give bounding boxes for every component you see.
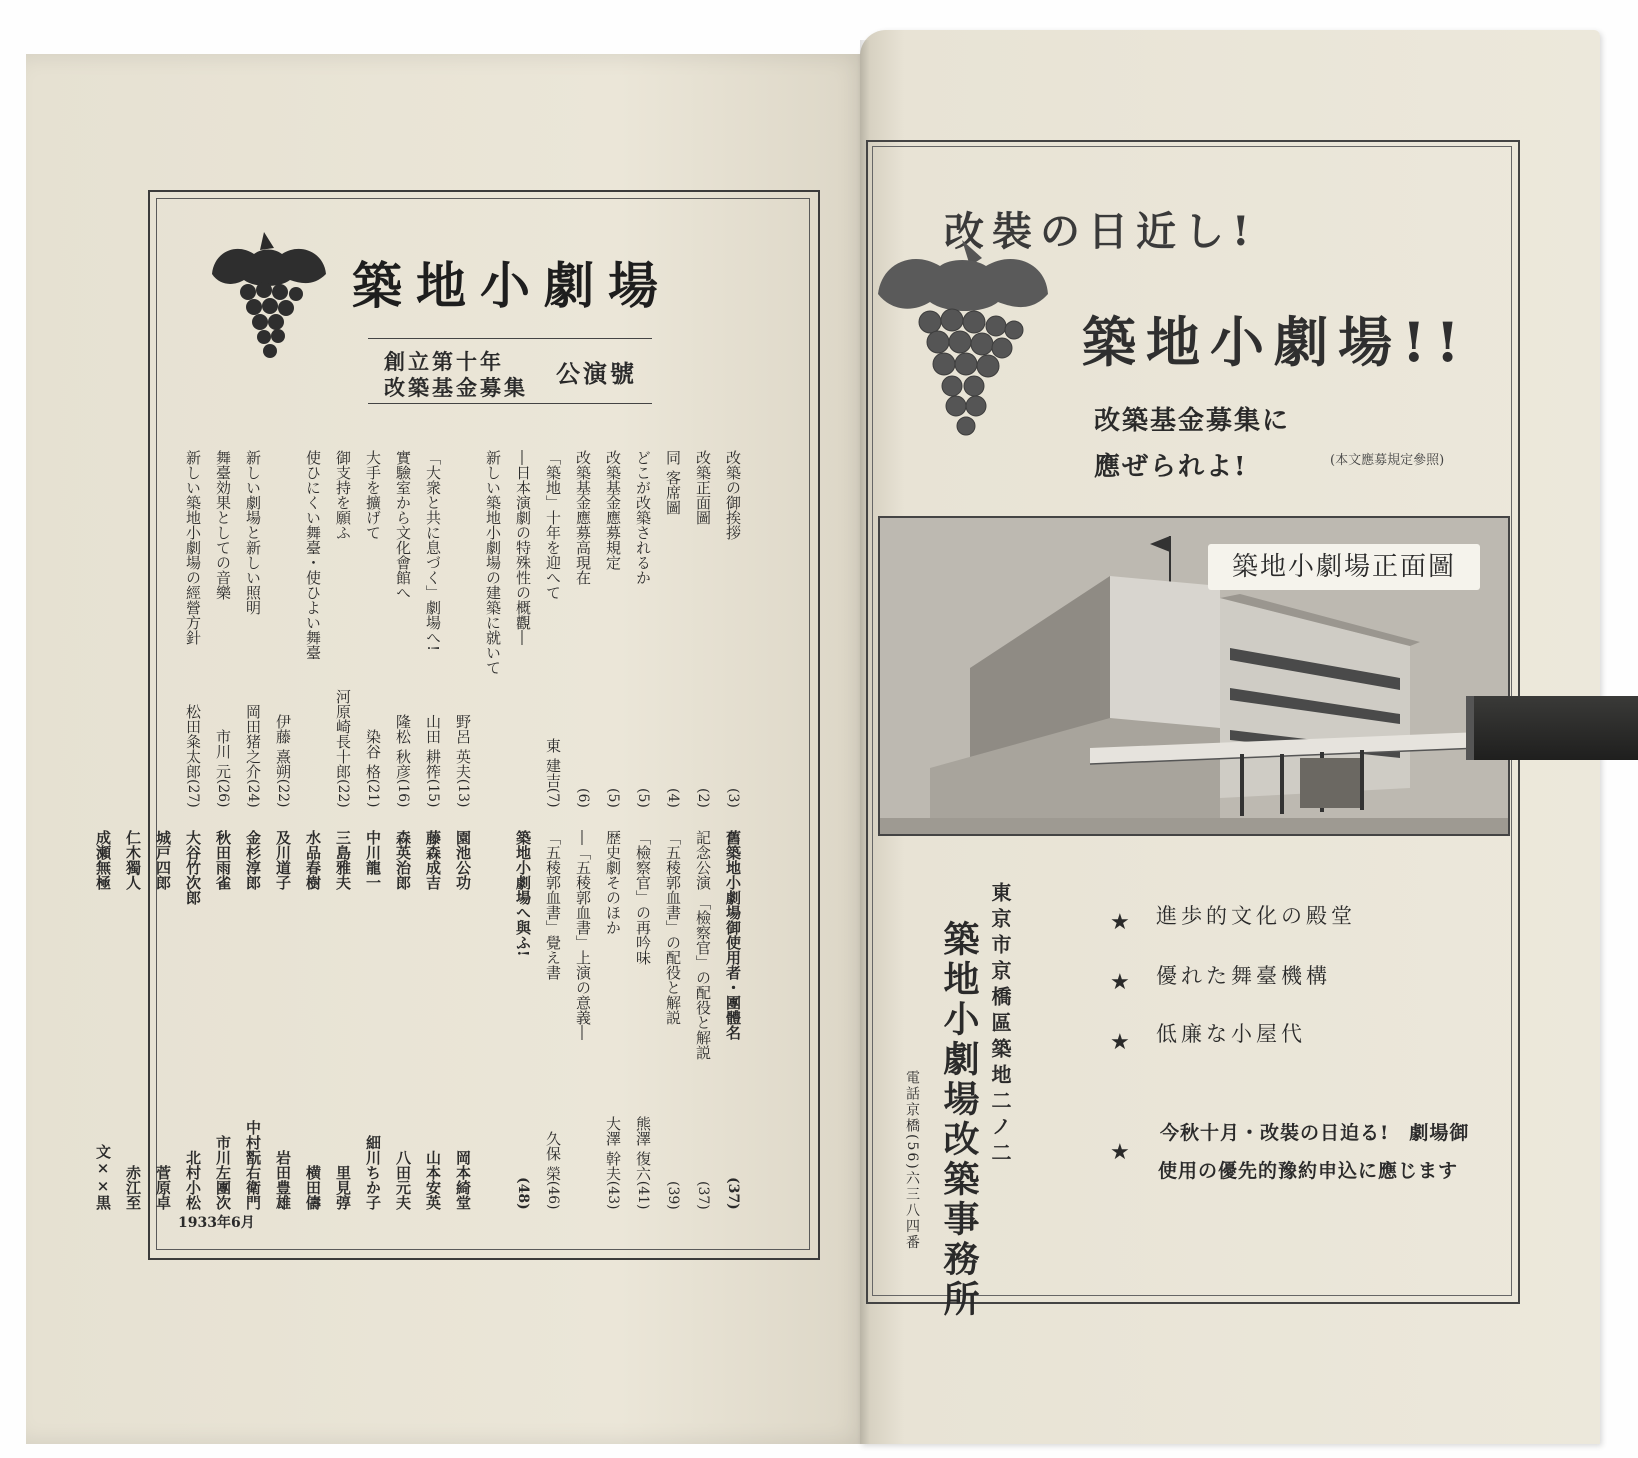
toc-entry: [238, 450, 268, 808]
toc-entry: [298, 450, 328, 808]
toc-entry: [388, 830, 418, 1210]
grape-logo-large-icon: [874, 236, 1052, 448]
toc-entry-title: 及川道子: [274, 830, 292, 890]
toc-entry-byline: [208, 1135, 238, 1210]
ad-title: 築地小劇場!!: [1082, 310, 1470, 374]
notice-line1: 今秋十月・改裝の日迫る! 劇場御: [1160, 1122, 1470, 1144]
toc-entry-author: 染谷 格: [364, 729, 382, 780]
toc-entry-page: (6): [575, 788, 591, 808]
toc-entry-page: (7): [545, 788, 561, 808]
toc-entry-title: 「大衆と共に息づく」劇場へ!: [424, 450, 442, 652]
toc-entry-page: (41): [635, 1181, 651, 1210]
toc-entry-page: (46): [545, 1181, 561, 1210]
toc-entry: [178, 450, 208, 808]
toc-entry-title: 「築地」十年を迎へて: [544, 450, 562, 600]
toc-entry-title: 新しい劇場と新しい照明: [244, 450, 262, 615]
toc-entry: [118, 830, 148, 1210]
toc-entry: [598, 450, 628, 808]
toc-entry-byline: [358, 729, 388, 808]
toc-entry-page: (21): [365, 779, 381, 808]
toc-entry: [538, 450, 568, 808]
toc-entry-title: 森英治郎: [394, 830, 412, 890]
toc-entry-title: 園池公功: [454, 830, 472, 890]
toc-entry-title: 新しい築地小劇場の經營方針: [184, 450, 202, 645]
ad-call-line2: 應ぜられよ!: [1094, 452, 1248, 482]
toc-entry: [388, 450, 418, 808]
toc-entry-title: 仁木獨人: [124, 830, 142, 890]
toc-entry: [508, 830, 538, 1210]
toc-entry-page: (27): [185, 779, 201, 808]
toc-entry-author: 横田儔: [304, 1165, 322, 1210]
left-title: 築地小劇場: [352, 256, 672, 315]
toc-entry-title: 成瀬無極: [94, 830, 112, 890]
bookmark-edge: [1466, 696, 1474, 760]
star-icon: ★: [1110, 1030, 1130, 1055]
toc-entry: [178, 830, 208, 1210]
toc-entry-title: ―「五稜郭血書」上演の意義―: [574, 830, 592, 1040]
toc-entry-page: (48): [515, 1177, 531, 1210]
toc-entry-page: (16): [395, 779, 411, 808]
toc-entry-title: 金杉淳郎: [244, 830, 262, 890]
toc-entry-byline: [538, 738, 568, 808]
toc-entry-page: (4): [665, 788, 681, 808]
ad-call-line1: 改築基金募集に: [1094, 406, 1291, 436]
toc-entry-byline: [718, 788, 748, 808]
toc-entry: [448, 830, 478, 1210]
toc-entry-author: 松田粂太郎: [184, 704, 202, 780]
toc-entry: [328, 450, 358, 808]
toc-entry-byline: [658, 788, 688, 808]
toc-entry-author: 大澤 幹夫: [604, 1116, 622, 1182]
toc-entry: [238, 830, 268, 1210]
toc-entry-author: 赤江至: [124, 1165, 142, 1210]
toc-entry-author: 里見弴: [334, 1165, 352, 1210]
toc-entry-title: 中川龍一: [364, 830, 382, 890]
toc-entry: [568, 830, 598, 1210]
toc-entry: [208, 450, 238, 808]
toc-entry-title: 記念公演 「檢察官」の配役と解説: [694, 830, 712, 1060]
toc-entry-byline: [598, 1116, 628, 1210]
toc-entry-byline: [388, 714, 418, 808]
toc-entry-author: 野呂 英夫: [454, 714, 472, 780]
toc-entry: [148, 830, 178, 1210]
toc-entry: [538, 830, 568, 1210]
office-name: 築地小劇場改築事務所: [938, 920, 980, 1320]
ad-note: (本文應募規定參照): [1330, 453, 1445, 468]
toc-lower: [88, 830, 748, 1210]
toc-entry-byline: [508, 1177, 538, 1210]
toc-entry-byline: [178, 1150, 208, 1210]
toc-entry-title: 城戸四郎: [154, 830, 172, 890]
toc-entry: [358, 830, 388, 1210]
toc-entry: [508, 450, 538, 808]
toc-entry-page: (15): [425, 779, 441, 808]
toc-entry-byline: [268, 1150, 298, 1210]
toc-entry-page: (37): [725, 1177, 741, 1210]
toc-entry-author: 伊藤 熹朔: [274, 714, 292, 780]
toc-entry-byline: [718, 1177, 748, 1210]
toc-entry-author: 八田元夫: [394, 1150, 412, 1210]
toc-entry-page: (22): [275, 779, 291, 808]
toc-entry-title: 改築正面圖: [694, 450, 712, 525]
toc-entry-byline: [418, 1150, 448, 1210]
toc-entry-byline: [418, 714, 448, 808]
toc-entry-author: 山本安英: [424, 1150, 442, 1210]
toc-entry: [268, 450, 298, 808]
bookmark-strip: [1466, 696, 1638, 760]
toc-entry-title: 改築基金應募高現在: [574, 450, 592, 585]
toc-entry-title: 大谷竹次郎: [184, 830, 202, 905]
toc-entry-byline: [118, 1165, 148, 1210]
toc-entry: [478, 830, 508, 1210]
toc-entry-title: 舊築地小劇場御使用者・團體名: [724, 830, 742, 1040]
toc-entry-author: 岩田豊雄: [274, 1150, 292, 1210]
toc-entry: [208, 830, 238, 1210]
toc-entry-author: 岡本綺堂: [454, 1150, 472, 1210]
toc-entry-page: (37): [695, 1181, 711, 1210]
toc-entry-author: 熊澤 復六: [634, 1116, 652, 1182]
grape-logo-icon: [204, 228, 332, 362]
toc-entry-title: 水品春樹: [304, 830, 322, 890]
bullet-2: 優れた舞臺機構: [1156, 964, 1331, 988]
office-phone: 電話京橋(56)六三八四番: [904, 1070, 920, 1251]
star-icon: ★: [1110, 970, 1130, 995]
bullet-3: 低廉な小屋代: [1156, 1022, 1306, 1046]
toc-entry-title: 三島雅夫: [334, 830, 352, 890]
toc-entry-author: 隆松 秋彦: [394, 714, 412, 780]
toc-entry-byline: [628, 788, 658, 808]
toc-entry: [628, 830, 658, 1210]
toc-entry-author: 河原崎長十郎: [334, 689, 352, 780]
toc-entry: [688, 450, 718, 808]
toc-entry-title: どこが改築されるか: [634, 450, 652, 585]
toc-entry-title: 大手を擴げて: [364, 450, 382, 540]
toc-entry-title: 同 客席圖: [664, 450, 682, 515]
toc-entry-byline: [88, 1144, 118, 1210]
toc-entry-byline: [448, 714, 478, 808]
toc-entry-title: 「五稜郭血書」覺え書: [544, 830, 562, 980]
toc-entry-title: 「五稜郭血書」の配役と解説: [664, 830, 682, 1025]
toc-entry-byline: [358, 1135, 388, 1210]
star-icon: ★: [1110, 1140, 1130, 1165]
toc-entry: [88, 830, 118, 1210]
toc-entry-author: 中村翫右衛門: [244, 1120, 262, 1210]
toc-entry-author: 岡田猪之介: [244, 704, 262, 780]
toc-entry-title: 歴史劇そのほか: [604, 830, 622, 935]
toc-entry-title: 改築基金應募規定: [604, 450, 622, 570]
toc-entry-page: (13): [455, 779, 471, 808]
toc-entry: [688, 830, 718, 1210]
toc-entry-author: 東 建吉: [544, 738, 562, 789]
toc-entry-page: (24): [245, 779, 261, 808]
toc-entry-byline: [268, 714, 298, 808]
toc-entry-title: 「檢察官」の再吟味: [634, 830, 652, 965]
picture-label: 築地小劇場正面圖: [1208, 544, 1480, 590]
toc-entry: [328, 830, 358, 1210]
subtitle-line2: 改築基金募集: [384, 375, 528, 400]
toc-entry-byline: [178, 704, 208, 808]
ad-headline: 改裝の日近し!: [944, 208, 1258, 255]
bullet-1: 進歩的文化の殿堂: [1156, 904, 1356, 928]
toc-entry-title: 御支持を願ふ: [334, 450, 352, 540]
toc-entry-page: (39): [665, 1181, 681, 1210]
toc-entry-byline: [388, 1150, 418, 1210]
toc-entry-byline: [328, 1165, 358, 1210]
toc-entry-author: 山田 耕筰: [424, 714, 442, 780]
toc-entry-byline: [628, 1116, 658, 1210]
toc-entry-author: 北村小松: [184, 1150, 202, 1210]
toc-entry: [568, 450, 598, 808]
toc-entry-page: (5): [635, 788, 651, 808]
toc-entry-title: 築地小劇場へ與ふ!: [514, 830, 532, 957]
toc-entry-page: (2): [695, 788, 711, 808]
toc-entry-byline: [238, 704, 268, 808]
toc-entry-byline: [148, 1165, 178, 1210]
subtitle-right: 公演號: [556, 359, 637, 388]
toc-entry-page: (26): [215, 779, 231, 808]
toc-entry: [418, 830, 448, 1210]
toc-entry-byline: [298, 1165, 328, 1210]
toc-entry-author: 細川ちか子: [364, 1135, 382, 1210]
toc-entry-page: (43): [605, 1181, 621, 1210]
toc-entry-title: ―日本演劇の特殊性の概觀―: [514, 450, 532, 645]
toc-entry: [418, 450, 448, 808]
office-address: 東京市京橋區築地二ノ二: [988, 882, 1012, 1168]
toc-entry: [628, 450, 658, 808]
toc-entry: [448, 450, 478, 808]
toc-entry-byline: [238, 1120, 268, 1210]
toc-entry-title: 秋田雨雀: [214, 830, 232, 890]
toc-entry-byline: [598, 788, 628, 808]
toc-entry: [658, 830, 688, 1210]
toc-entry-title: 舞臺効果としての音樂: [214, 450, 232, 600]
toc-entry-byline: [688, 788, 718, 808]
star-icon: ★: [1110, 910, 1130, 935]
toc-entry: [268, 830, 298, 1210]
toc-entry-page: (3): [725, 788, 741, 808]
toc-entry-author: 菅原卓: [154, 1165, 172, 1210]
toc-entry-byline: [538, 1131, 568, 1210]
toc-entry: [718, 450, 748, 808]
toc-entry-title: 新しい築地小劇場の建築に就いて: [484, 450, 502, 675]
toc-entry: [358, 450, 388, 808]
toc-entry-byline: [658, 1181, 688, 1210]
toc-entry: [718, 830, 748, 1210]
toc-entry-page: (5): [605, 788, 621, 808]
toc-entry: [478, 450, 508, 808]
subtitle-line1: 創立第十年: [384, 349, 504, 374]
toc-entry-byline: [208, 729, 238, 808]
toc-entry: [598, 830, 628, 1210]
toc-entry-author: 市川 元: [214, 729, 232, 780]
toc-entry: [658, 450, 688, 808]
toc-entry-title: 使ひにくい舞臺・使ひよい舞臺: [304, 450, 322, 660]
toc-entry-author: 久保 榮: [544, 1131, 562, 1182]
toc-entry-title: 改築の御挨拶: [724, 450, 742, 540]
toc-entry-title: 藤森成吉: [424, 830, 442, 890]
toc-entry-byline: [448, 1150, 478, 1210]
toc-entry-page: (22): [335, 779, 351, 808]
toc-entry: [298, 830, 328, 1210]
toc-entry-byline: [688, 1181, 718, 1210]
issue-date: 1933年6月: [178, 1215, 255, 1231]
notice-line2: 使用の優先的豫約申込に應じます: [1158, 1160, 1459, 1182]
toc-upper: [178, 450, 748, 808]
toc-entry-byline: [328, 689, 358, 808]
toc-entry-author: 市川左團次: [214, 1135, 232, 1210]
toc-entry-author: 文××黒: [94, 1144, 112, 1210]
toc-entry-title: 實驗室から文化會館へ: [394, 450, 412, 600]
toc-entry-byline: [568, 788, 598, 808]
